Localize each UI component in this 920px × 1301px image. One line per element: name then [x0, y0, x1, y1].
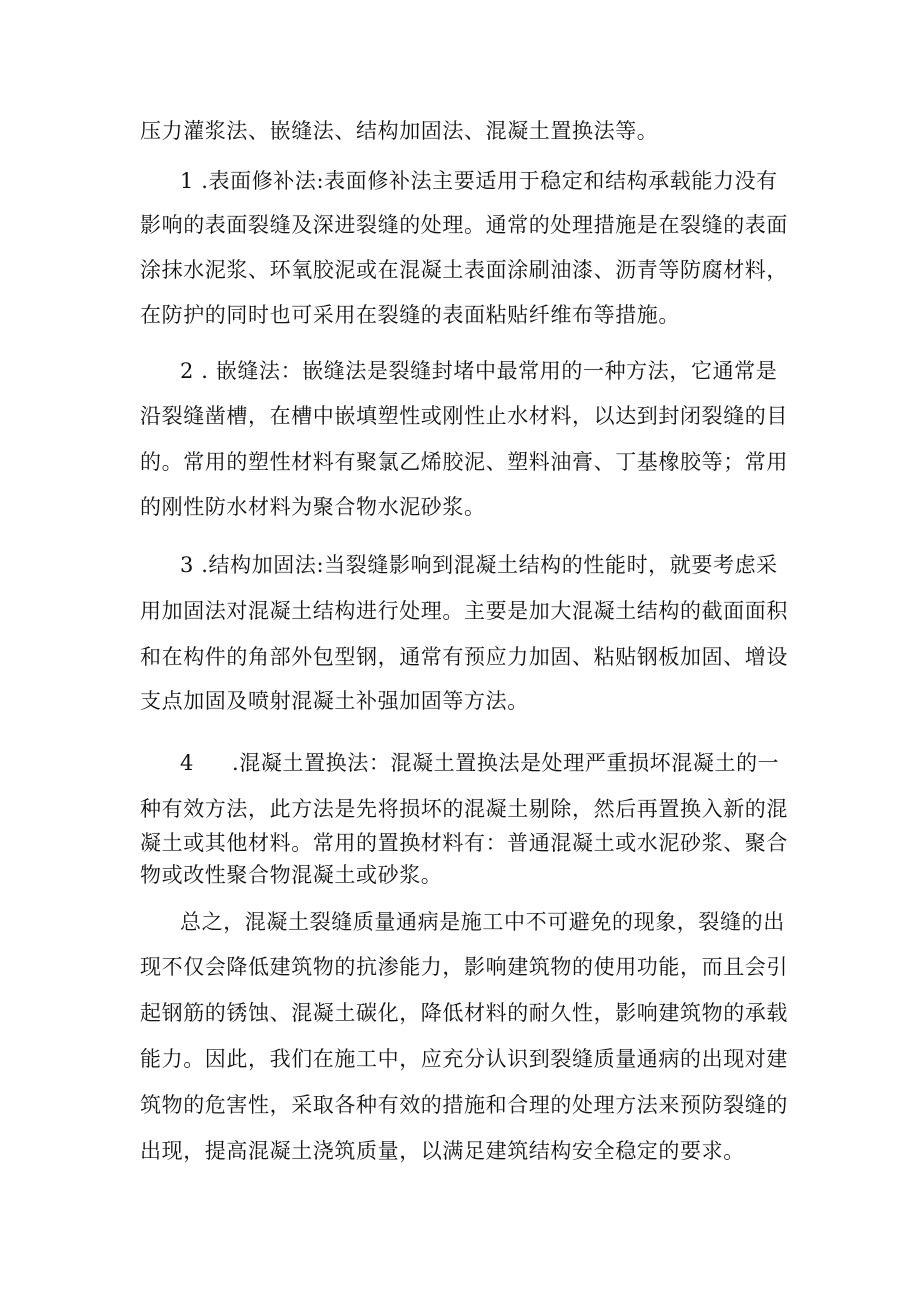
paragraph-4-number: 4 [180, 751, 194, 775]
paragraph-3-line-3: 支点加固及喷射混凝土补强加固等方法。 [140, 689, 529, 713]
paragraph-2-line-2: 的。常用的塑性材料有聚氯乙烯胶泥、塑料油膏、丁基橡胶等；常用 [140, 450, 788, 474]
paragraph-1-line-1: 影响的表面裂缝及深进裂缝的处理。通常的处理措施是在裂缝的表面 [140, 213, 788, 237]
paragraph-0-line-0: 压力灌浆法、嵌缝法、结构加固法、混凝土置换法等。 [140, 119, 659, 143]
paragraph-4-line-0 [180, 748, 800, 778]
paragraph-4-line-1: 种有效方法，此方法是先将损坏的混凝土剔除，然后再置换入新的混 [140, 797, 788, 821]
paragraph-3-line-0: 3 .结构加固法:当裂缝影响到混凝土结构的性能时，就要考虑采 [180, 553, 778, 577]
paragraph-5-line-0: 总之，混凝土裂缝质量通病是施工中不可避免的现象，裂缝的出 [180, 910, 785, 934]
paragraph-4-line-2: 凝土或其他材料。常用的置换材料有：普通混凝土或水泥砂浆、聚合 [140, 831, 788, 855]
paragraph-4-line-3: 物或改性聚合物混凝土或砂浆。 [140, 863, 443, 887]
paragraph-2-line-0: 2 . 嵌缝法：嵌缝法是裂缝封堵中最常用的一种方法，它通常是 [180, 359, 778, 383]
paragraph-5-line-5: 出现，提高混凝土浇筑质量，以满足建筑结构安全稳定的要求。 [140, 1139, 745, 1163]
paragraph-5-line-3: 能力。因此，我们在施工中，应充分认识到裂缝质量通病的出现对建 [140, 1047, 788, 1071]
paragraph-1-line-0: 1 .表面修补法:表面修补法主要适用于稳定和结构承载能力没有 [180, 169, 778, 193]
paragraph-1-line-2: 涂抹水泥浆、环氧胶泥或在混凝土表面涂刷油漆、沥青等防腐材料， [140, 258, 788, 282]
paragraph-5-line-1: 现不仅会降低建筑物的抗渗能力，影响建筑物的使用功能，而且会引 [140, 955, 788, 979]
paragraph-2-line-3: 的刚性防水材料为聚合物水泥砂浆。 [140, 495, 486, 519]
paragraph-3-line-1: 用加固法对混凝土结构进行处理。主要是加大混凝土结构的截面面积 [140, 599, 788, 623]
paragraph-5-line-4: 筑物的危害性，采取各种有效的措施和合理的处理方法来预防裂缝的 [140, 1093, 788, 1117]
paragraph-5-line-2: 起钢筋的锈蚀、混凝土碳化，降低材料的耐久性，影响建筑物的承载 [140, 1001, 788, 1025]
paragraph-2-line-1: 沿裂缝凿槽，在槽中嵌填塑性或刚性止水材料，以达到封闭裂缝的目 [140, 404, 788, 428]
paragraph-3-line-2: 和在构件的角部外包型钢，通常有预应力加固、粘贴钢板加固、增设 [140, 645, 788, 669]
paragraph-4-line-0-text: .混凝土置换法：混凝土置换法是处理严重损坏混凝土的一 [232, 751, 780, 775]
paragraph-1-line-3: 在防护的同时也可采用在裂缝的表面粘贴纤维布等措施。 [140, 303, 680, 327]
